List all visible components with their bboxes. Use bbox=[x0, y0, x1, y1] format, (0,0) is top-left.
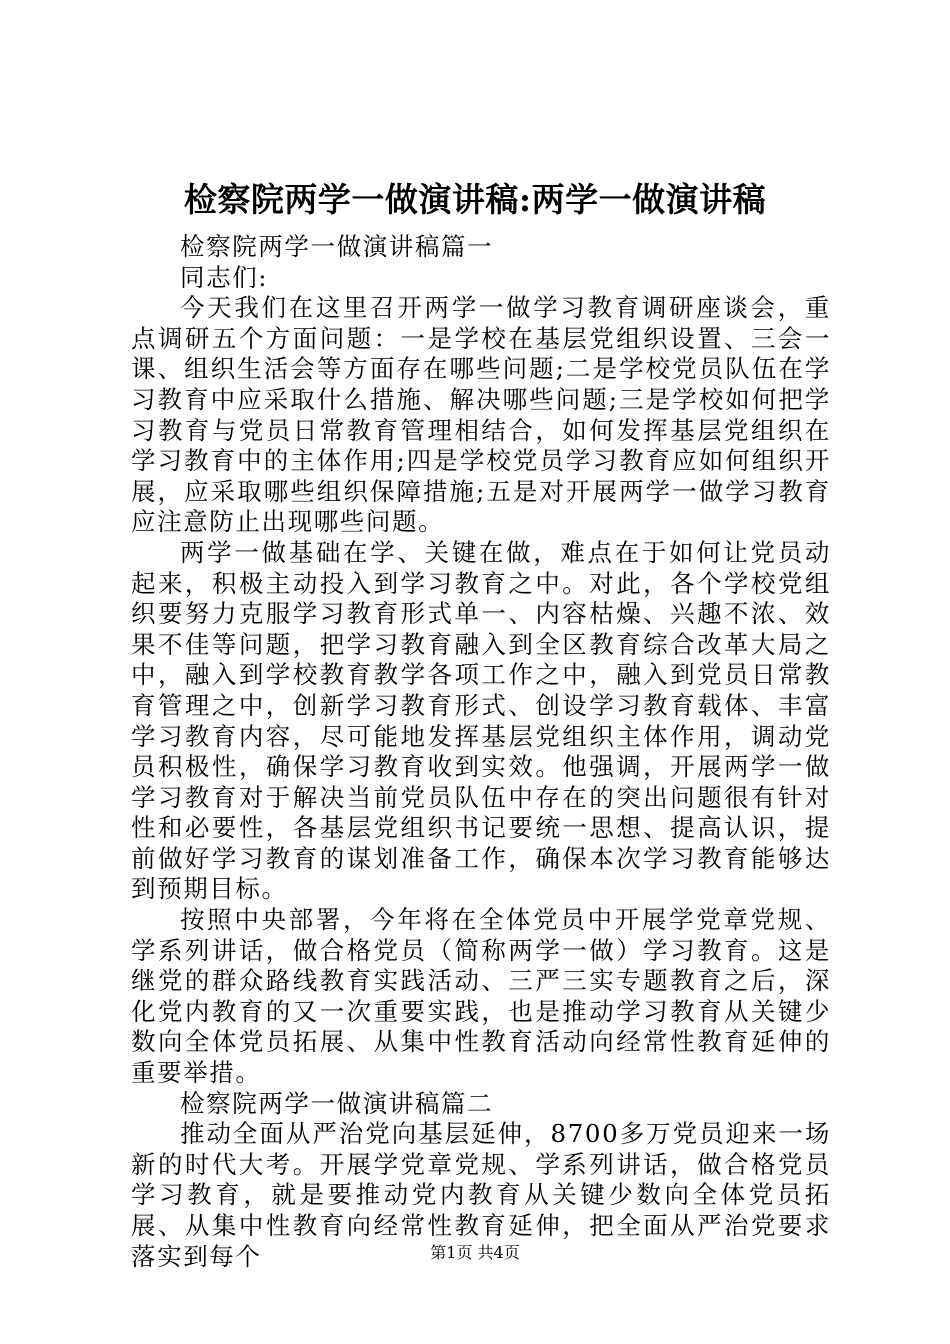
section-1-heading: 检察院两学一做演讲稿篇一 bbox=[180, 232, 494, 261]
document-title: 检察院两学一做演讲稿:两学一做演讲稿 bbox=[183, 180, 767, 219]
section-2-heading: 检察院两学一做演讲稿篇二 bbox=[180, 1088, 494, 1118]
paragraph-2: 两学一做基础在学、关键在做，难点在于如何让党员动起来，积极主动投入到学习教育之中。对此，各个学校党组织要努力克服学习教育形式单一、内容枯燥、兴趣不浓、效果不佳等问题，把学习教育融入到全区教育综合改革大局之中，融入到学校教育教学各项工作之中，融入到党员日常教育管理之中，创新学习教育形式、创设学习教育载体、丰富学习教育内容，尽可能地发挥基层党组织主体作用，调动党员积极性，确保学习教育收到实效。他强调，开展两学一做学习教育对于解决当前党员队伍中存在的突出问题很有针对性和必要性，各基层党组织书记要统一思想、提高认识，提前做好学习教育的谋划准备工作，确保本次学习教育能够达到预期目标。 bbox=[131, 537, 831, 904]
salutation: 同志们: bbox=[180, 262, 269, 292]
paragraph-4: 推动全面从严治党向基层延伸，8700多万党员迎来一场新的时代大考。开展学党章党规、学系列讲话，做合格党员学习教育，就是要推动党内教育从关键少数向全体党员拓展、从集中性教育向经常性教育延伸，把全面从严治党要求落实到每个 bbox=[131, 1119, 831, 1271]
paragraph-1: 今天我们在这里召开两学一做学习教育调研座谈会，重点调研五个方面问题：一是学校在基层党组织设置、三会一课、组织生活会等方面存在哪些问题;二是学校党员队伍在学习教育中应采取什么措施、解决哪些问题;三是学校如何把学习教育与党员日常教育管理相结合，如何发挥基层党组织在学习教育中的主体作用;四是学校党员学习教育应如何组织开展，应采取哪些组织保障措施;五是对开展两学一做学习教育应注意防止出现哪些问题。 bbox=[131, 293, 831, 537]
document-body bbox=[131, 232, 831, 1272]
page-indicator: 第1页 共4页 bbox=[430, 1243, 520, 1262]
page-footer bbox=[0, 1243, 950, 1263]
paragraph-3: 按照中央部署，今年将在全体党员中开展学党章党规、学系列讲话，做合格党员（简称两学一做）学习教育。这是继党的群众路线教育实践活动、三严三实专题教育之后，深化党内教育的又一次重要实践，也是推动学习教育从关键少数向全体党员拓展、从集中性教育活动向经常性教育延伸的重要举措。 bbox=[131, 905, 831, 1088]
